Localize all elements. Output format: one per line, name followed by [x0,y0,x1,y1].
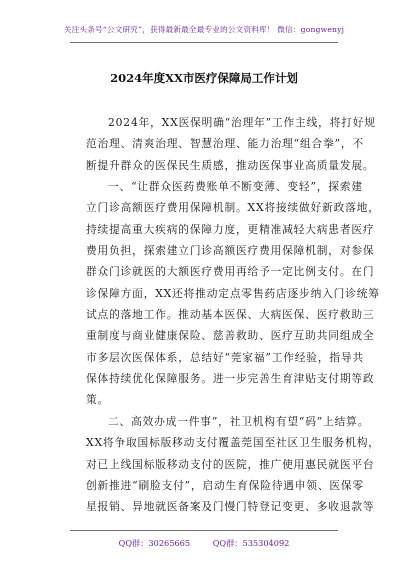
body-line: 星报销、异地就医备案及门慢门特登记变更、多收退款等 [86,500,375,514]
footer-divider [70,530,338,531]
body-line: 群众门诊就医的大额医疗费用再给予一定比例支付。在门 [86,265,375,279]
footer-qq-group-1: QQ群：30265665 [118,538,191,548]
body-line: 一、“让群众医药费账单不断变薄、变轻”，探索建 [108,180,363,194]
body-line: 诊保障方面，XX还将推动定点零售药店逐步纳入门诊统筹 [86,286,380,300]
header-divider [70,42,338,43]
body-line: 2024年，XX医保明确“治理年”工作主线，将打好规 [108,116,376,129]
footer-contact [0,538,408,549]
header-banner: 关注头条号“公文研究”，获得最新最全最专业的公文资料库！ 微信：gongwenyj [63,25,345,34]
body-line: 范治理、清爽治理、智慧治理、能力治理“组合拳”，不 [86,137,364,151]
footer-qq-group-2: QQ群：535304092 [212,538,290,548]
body-line: 断提升群众的医保民生质感，推动医保事业高质量发展。 [86,158,375,172]
body-line: 市多层次医保体系，总结好“莞家福”工作经验，指导共 [86,350,364,364]
body-line: 保体持续优化保障服务。进一步完善生育津贴支付期等政 [86,372,375,386]
body-line: 持续提高重大疾病的保障力度，更精准减轻大病患者医疗 [86,222,375,236]
document-body [86,112,380,518]
body-line: 对已上线国标版移动支付的医院，推广使用惠民就医平台 [86,457,375,471]
body-line: XX将争取国标版移动支付覆盖莞国至社区卫生服务机构， [86,436,380,450]
body-line: 立门诊高额医疗费用保障机制。XX将接续做好新政落地， [86,201,380,215]
body-line: 策。 [86,393,110,407]
body-line: 二、高效办成一件事”，社卫机构有望“码”上结算。 [108,414,370,428]
document-title: 2024年度XX市医疗保障局工作计划 [110,71,298,85]
body-line: 费用负担，探索建立门诊高额医疗费用保障机制，对参保 [86,244,375,258]
body-line: 创新推进“刷脸支付”，启动生育保险待遇申领、医保零 [86,478,364,492]
body-line: 重制度与商业健康保险、慈善救助、医疗互助共同组成全 [86,329,375,343]
body-line: 试点的落地工作。推动基本医保、大病医保、医疗救助三 [86,308,375,322]
